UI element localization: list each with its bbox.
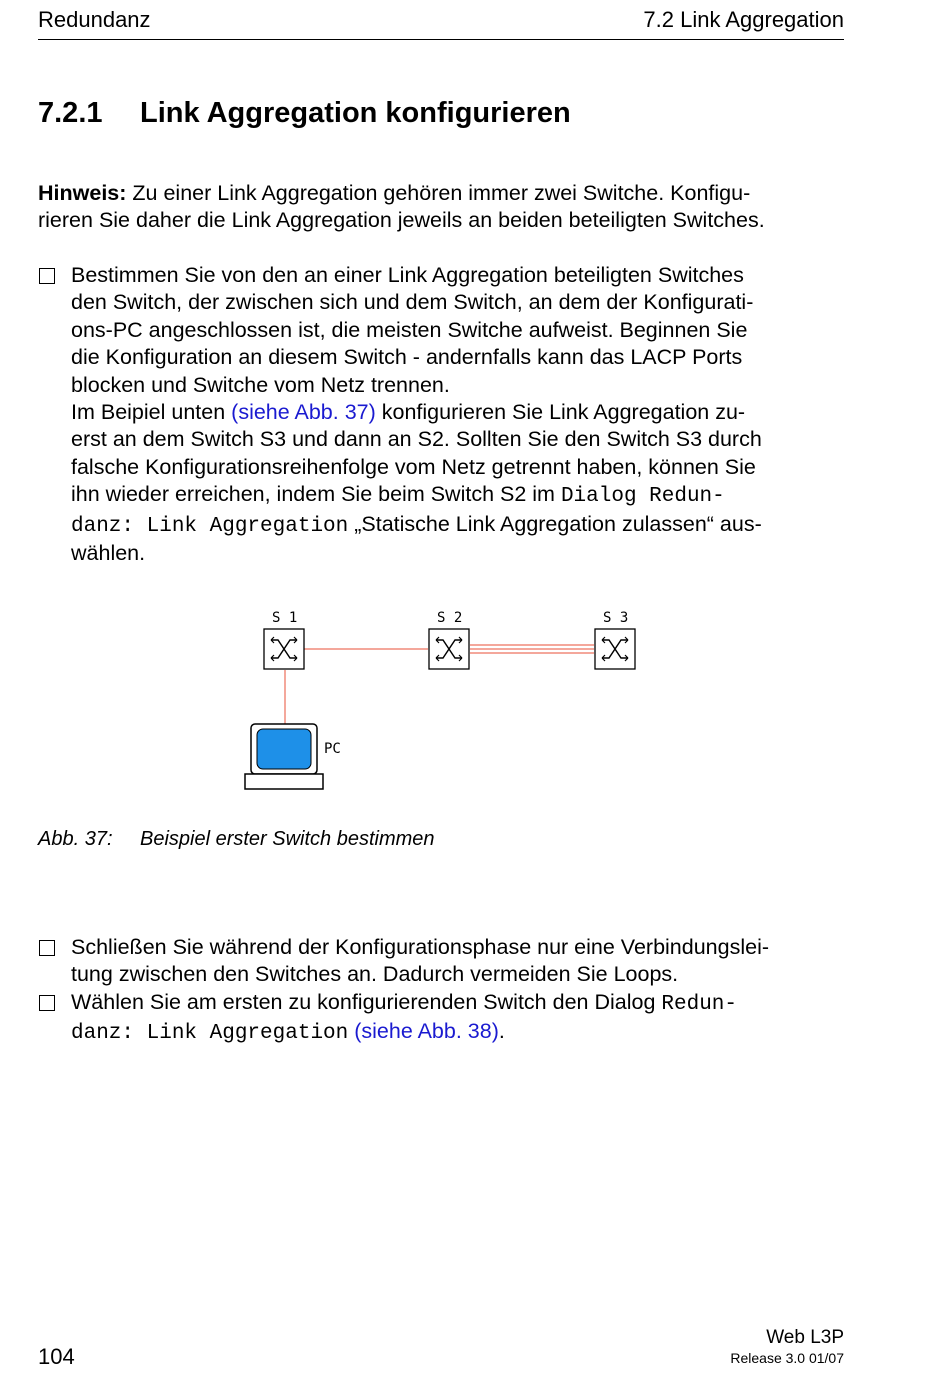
- step-2-paragraph: [71, 934, 769, 989]
- pc-icon: [245, 724, 323, 789]
- step-1-line: falsche Konfigurationsreihenfolge vom Netz getrennt haben, können Sie: [71, 454, 756, 479]
- step-1-paragraph: [71, 262, 762, 567]
- bullet-box-1: [39, 268, 55, 284]
- figure-38-link[interactable]: (siehe Abb. 38): [354, 1019, 499, 1044]
- step-1-line: die Konfiguration an diesem Switch - andernfalls kann das LACP Ports: [71, 345, 743, 370]
- network-diagram: [230, 600, 670, 800]
- running-header-chapter: Redundanz: [38, 7, 151, 32]
- note-text-1: Zu einer Link Aggregation gehören immer zwei Switche. Konfigu-: [132, 181, 751, 205]
- switch-s1-icon: [264, 629, 304, 669]
- step-2-line: tung zwischen den Switches an. Dadurch vermeiden Sie Loops.: [71, 962, 679, 987]
- step-1-text: Im Beipiel unten: [71, 400, 232, 425]
- step-2-line: Schließen Sie während der Konfigurationsphase nur eine Verbindungslei-: [71, 935, 770, 959]
- step-3-text: Wählen Sie am ersten zu konfigurierenden Switch den Dialog: [71, 990, 662, 1014]
- step-1-text: ihn wieder erreichen, indem Sie beim Switch S2 im: [71, 482, 561, 507]
- step-1-line: wählen.: [71, 541, 146, 566]
- dialog-path-code: Redun-: [661, 993, 738, 1016]
- step-3-paragraph: [71, 989, 737, 1048]
- switch-label: S 3: [603, 610, 629, 626]
- dialog-path-code: danz: Link Aggregation: [71, 1022, 349, 1046]
- step-1-text: „Statische Link Aggregation zulassen“ aus-: [348, 511, 762, 536]
- step-1-line: ons-PC angeschlossen ist, die meisten Switche aufweist. Beginnen Sie: [71, 317, 748, 342]
- switch-label: S 2: [437, 610, 463, 626]
- pc-label: PC: [324, 741, 341, 757]
- step-1-line: den Switch, der zwischen sich und dem Switch, an dem der Konfigurati-: [71, 290, 754, 315]
- product-name: Web L3P: [766, 1327, 844, 1348]
- note-label: Hinweis:: [38, 181, 127, 205]
- switch-s2-icon: [429, 629, 469, 669]
- dialog-path-code: danz: Link Aggregation: [71, 514, 349, 538]
- switch-label: S 1: [272, 610, 298, 626]
- release-info: Release 3.0 01/07: [730, 1350, 844, 1366]
- note-text-2: rieren Sie daher die Link Aggregation jeweils an beiden beteiligten Switches.: [38, 208, 765, 233]
- step-3-text: .: [498, 1019, 505, 1044]
- note-paragraph: [38, 180, 765, 235]
- section-number: 7.2.1: [38, 97, 103, 129]
- figure-caption-text: Beispiel erster Switch bestimmen: [140, 828, 435, 850]
- bullet-box-3: [39, 995, 55, 1011]
- header-rule: [38, 39, 844, 40]
- bullet-box-2: [39, 940, 55, 956]
- switch-s3-icon: [595, 629, 635, 669]
- step-1-line: blocken und Switche vom Netz trennen.: [71, 372, 450, 397]
- figure-37-link[interactable]: (siehe Abb. 37): [231, 400, 376, 425]
- section-title: Link Aggregation konfigurieren: [140, 97, 571, 129]
- page-number: 104: [38, 1344, 75, 1369]
- step-1-line: erst an dem Switch S3 und dann an S2. Sollten Sie den Switch S3 durch: [71, 427, 762, 452]
- step-1-text: konfigurieren Sie Link Aggregation zu-: [375, 400, 746, 425]
- running-header-section: 7.2 Link Aggregation: [643, 7, 844, 32]
- figure-caption-number: Abb. 37:: [38, 828, 113, 850]
- dialog-path-code: Dialog Redun-: [560, 485, 725, 509]
- step-1-line: Bestimmen Sie von den an einer Link Aggregation beteiligten Switches: [71, 263, 744, 287]
